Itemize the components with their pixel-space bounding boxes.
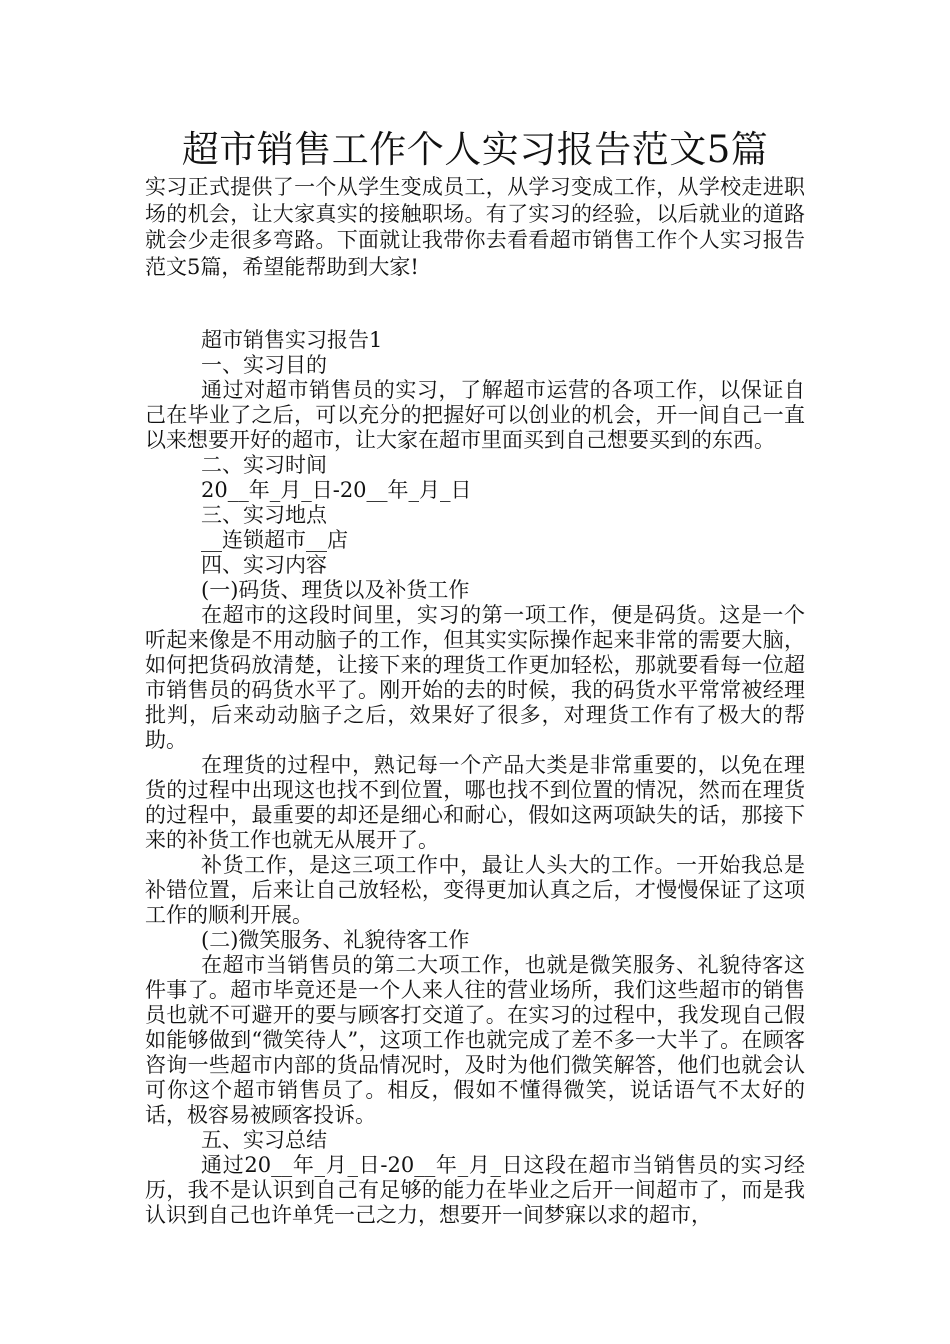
section-body-time: 20__年_月_日-20__年_月_日 bbox=[201, 478, 472, 502]
paragraph-gap bbox=[145, 280, 805, 328]
paragraph-stocking-3: 补货工作，是这三项工作中，最让人头大的工作。一开始我总是补错位置，后来让自己放轻松，变得更加认真之后，才慢慢保证了这项工作的顺利开展。 bbox=[145, 853, 805, 927]
intro-paragraph: 实习正式提供了一个从学生变成员工，从学习变成工作，从学校走进职场的机会，让大家真实的接触职场。有了实习的经验，以后就业的道路就会少走很多弯路。下面就让我带你去看看超市销售工作个人实习报告范文5篇，希望能帮助到大家! bbox=[145, 175, 805, 279]
section-heading-time: 二、实习时间 bbox=[201, 453, 327, 477]
report-heading: 超市销售实习报告1 bbox=[201, 328, 383, 352]
section-body-location: __连锁超市__店 bbox=[201, 528, 348, 552]
section-heading-purpose: 一、实习目的 bbox=[201, 353, 327, 377]
paragraph-stocking-2: 在理货的过程中，熟记每一个产品大类是非常重要的，以免在理货的过程中出现这也找不到位置，哪也找不到位置的情况，然而在理货的过程中，最重要的却还是细心和耐心，假如这两项缺失的话，那接下来的补货工作也就无从展开了。 bbox=[145, 753, 805, 852]
subsection-heading-stocking: (一)码货、理货以及补货工作 bbox=[201, 578, 470, 602]
section-body-summary: 通过20__年_月_日-20__年_月_日这段在超市当销售员的实习经历，我不是认识到自己有足够的能力在毕业之后开一间超市了，而是我认识到自己也许单凭一己之力，想要开一间梦寐以求的超市， bbox=[145, 1153, 805, 1227]
paragraph-service-1: 在超市当销售员的第二大项工作，也就是微笑服务、礼貌待客这件事了。超市毕竟还是一个人来人往的营业场所，我们这些超市的销售员也就不可避开的要与顾客打交道了。在实习的过程中，我发现自己假如能够做到“微笑待人”，这项工作也就完成了差不多一大半了。在顾客咨询一些超市内部的货品情况时，及时为他们微笑解答，他们也就会认可你这个超市销售员了。相反，假如不懂得微笑，说话语气不太好的话，极容易被顾客投诉。 bbox=[145, 953, 805, 1127]
section-heading-location: 三、实习地点 bbox=[201, 503, 327, 527]
section-body-purpose: 通过对超市销售员的实习，了解超市运营的各项工作，以保证自己在毕业了之后，可以充分的把握好可以创业的机会，开一间自己一直以来想要开好的超市，让大家在超市里面买到自己想要买到的东西。 bbox=[145, 378, 805, 452]
document-title: 超市销售工作个人实习报告范文5篇 bbox=[181, 128, 769, 171]
section-heading-content: 四、实习内容 bbox=[201, 553, 327, 577]
document-page bbox=[145, 128, 805, 1228]
section-heading-summary: 五、实习总结 bbox=[201, 1128, 327, 1152]
subsection-heading-service: (二)微笑服务、礼貌待客工作 bbox=[201, 928, 470, 952]
paragraph-stocking-1: 在超市的这段时间里，实习的第一项工作，便是码货。这是一个听起来像是不用动脑子的工作，但其实实际操作起来非常的需要大脑，如何把货码放清楚，让接下来的理货工作更加轻松，那就要看每一位超市销售员的码货水平了。刚开始的去的时候，我的码货水平常常被经理批判，后来动动脑子之后，效果好了很多，对理货工作有了极大的帮助。 bbox=[145, 603, 805, 752]
